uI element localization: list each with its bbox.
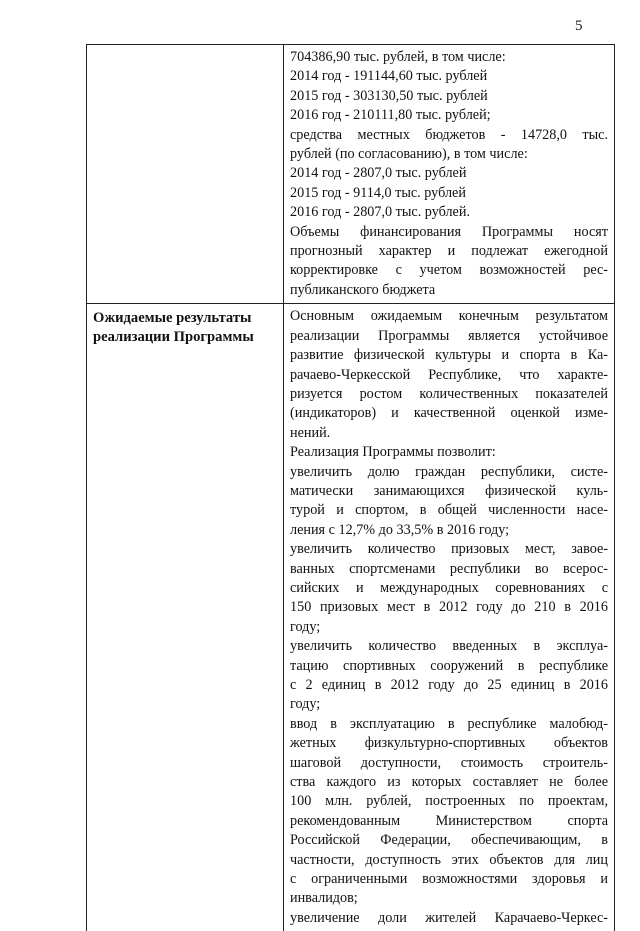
text-line: тацию спортивных сооружений в республике <box>290 657 608 674</box>
text-line: (индикаторов) и качественной оценкой изме- <box>290 405 608 422</box>
text-line: инвалидов; <box>290 890 358 907</box>
financing-text-block <box>290 48 608 300</box>
text-line: 2016 год - 2807,0 тыс. рублей. <box>290 204 470 221</box>
text-line: Реализация Программы позволит: <box>290 444 496 461</box>
table-row-financing <box>87 45 615 304</box>
text-line: развитие физической культуры и спорта в Ка- <box>290 347 608 364</box>
text-line: с 2 единиц в 2012 году до 25 единиц в 2016 <box>290 677 608 693</box>
text-line: Основным ожидаемым конечным результатом <box>290 308 608 325</box>
text-line: ства каждого из которых составляет не более <box>290 774 608 791</box>
text-line: турой и спортом, в общей численности насе- <box>290 502 608 519</box>
text-line: ления с 12,7% до 33,5% в 2016 году; <box>290 521 510 538</box>
expected-results-text-block <box>290 307 608 928</box>
text-line: увеличить количество призовых мест, завое- <box>290 541 608 558</box>
text-line: нений. <box>290 424 331 441</box>
text-line: сийских и международных соревнованиях с <box>290 579 608 596</box>
text-line: 100 млн. рублей, построенных по проектам, <box>290 793 608 810</box>
table-row-expected-results <box>87 304 615 931</box>
text-line: реализации Программы является устойчивое <box>290 327 608 344</box>
text-line: прогнозный характер и подлежат ежегодной <box>290 243 608 260</box>
text-line: рекомендованным Министерством спорта <box>290 812 608 829</box>
page-number: 5 <box>575 18 583 34</box>
text-line: корректировке с учетом возможностей рес- <box>290 262 608 279</box>
text-line: публиканского бюджета <box>290 281 436 298</box>
text-line: ванных спортсменами республики во всерос- <box>290 560 608 577</box>
text-line: 2015 год - 9114,0 тыс. рублей <box>290 184 466 201</box>
text-line: 2016 год - 210111,80 тыс. рублей; <box>290 107 491 124</box>
text-line: средства местных бюджетов - 14728,0 тыс. <box>290 126 608 143</box>
text-line: увеличить долю граждан республики, систе- <box>290 463 608 480</box>
text-line: ввод в эксплуатацию в республике малобюд- <box>290 715 608 732</box>
expected-results-heading: Ожидаемые результаты реализации Программы <box>93 310 254 346</box>
text-line: ризуется ростом количественных показателей <box>290 385 608 402</box>
financing-left-cell <box>87 45 284 304</box>
text-line: рачаево-Черкесской Республике, что характе- <box>290 366 608 383</box>
text-line: увеличение доли жителей Карачаево-Черкес- <box>290 909 608 926</box>
text-line: году; <box>290 618 321 635</box>
text-line: шаговой доступности, стоимость строитель- <box>290 754 608 771</box>
text-line: году; <box>290 696 321 713</box>
program-passport-table <box>86 44 615 931</box>
text-line: 2014 год - 191144,60 тыс. рублей <box>290 68 488 85</box>
text-line: частности, доступность этих объектов для лиц <box>290 851 608 868</box>
text-line: 150 призовых мест в 2012 году до 210 в 2016 <box>290 599 608 616</box>
text-line: Российской Федерации, обеспечивающим, в <box>290 832 608 849</box>
text-line: 704386,90 тыс. рублей, в том числе: <box>290 49 506 65</box>
expected-results-text-cell <box>284 304 615 931</box>
text-line: с ограниченными возможностями здоровья и <box>290 871 608 888</box>
text-line: жетных физкультурно-спортивных объектов <box>290 735 608 752</box>
text-line: Объемы финансирования Программы носят <box>290 223 608 240</box>
text-line: 2014 год - 2807,0 тыс. рублей <box>290 165 467 182</box>
text-line: 2015 год - 303130,50 тыс. рублей <box>290 87 488 104</box>
text-line: рублей (по согласованию), в том числе: <box>290 146 528 163</box>
text-line: матически занимающихся физической куль- <box>290 482 608 499</box>
expected-results-left-cell <box>87 304 284 931</box>
text-line: увеличить количество введенных в эксплуа- <box>290 638 608 655</box>
financing-text-cell <box>284 45 615 304</box>
